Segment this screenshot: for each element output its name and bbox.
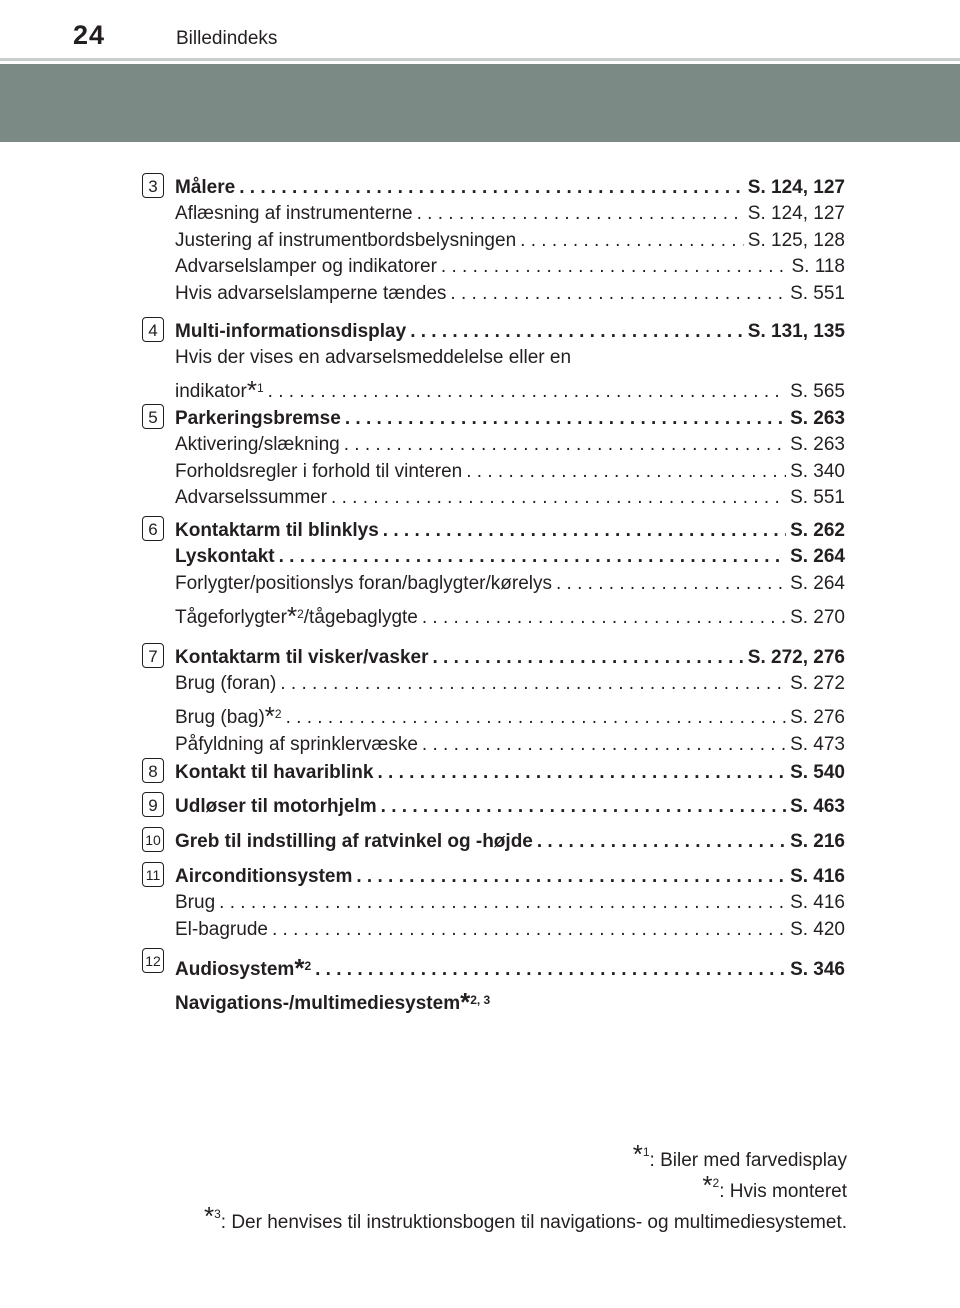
index-entry[interactable] <box>175 669 845 696</box>
running-title: Billedindeks <box>176 28 278 49</box>
index-entry[interactable] <box>175 225 845 252</box>
index-entry[interactable] <box>175 826 845 853</box>
asterisk-mark: *$^2$ <box>294 953 312 983</box>
entry-label: Lyskontakt <box>175 546 275 567</box>
leader-dots <box>520 230 744 252</box>
item-number-badge: 7 <box>142 643 164 668</box>
entry-label: indikator*$^1$ <box>175 375 264 405</box>
page-reference[interactable]: S. 270 <box>790 606 845 628</box>
entry-label: El-bagrude <box>175 918 268 940</box>
page-reference[interactable]: S. 551 <box>790 282 845 304</box>
footnote: *$^1$: Biler med farvedisplay <box>632 1139 847 1171</box>
index-entry[interactable] <box>175 515 845 542</box>
leader-dots <box>239 177 744 199</box>
item-number-badge: 3 <box>142 173 164 198</box>
leader-dots <box>219 892 786 914</box>
page-reference[interactable]: S. 124, 127 <box>747 176 845 198</box>
page-reference[interactable]: S. 125, 128 <box>747 229 845 251</box>
page-reference[interactable]: S. 551 <box>790 487 845 508</box>
index-group <box>142 642 845 756</box>
leader-dots <box>377 762 786 784</box>
page-reference[interactable]: S. 263 <box>790 434 845 455</box>
index-group <box>142 791 845 818</box>
page-reference[interactable]: S. 416 <box>790 892 845 913</box>
page-reference[interactable]: S. 463 <box>790 795 845 817</box>
footnotes <box>203 1139 847 1238</box>
footnote-ref: 2 <box>297 606 304 621</box>
index-entry[interactable] <box>175 861 845 888</box>
leader-dots <box>381 796 786 818</box>
entry-label: Aktivering/slækning <box>175 434 340 455</box>
page-reference[interactable]: S. 272, 276 <box>747 646 845 668</box>
entry-label: Parkeringsbremse <box>175 407 341 429</box>
entry-label: Navigations-/multimediesystem*$^{2, 3}$ <box>175 987 491 1017</box>
index-entry[interactable] <box>175 888 845 915</box>
index-entry[interactable] <box>175 542 845 569</box>
item-number-badge: 5 <box>142 404 164 429</box>
footnote-number: 2 <box>712 1176 720 1190</box>
page-reference[interactable]: S. 216 <box>790 830 845 852</box>
item-number-badge: 6 <box>142 516 164 541</box>
index-entry[interactable] <box>175 403 845 430</box>
leader-dots <box>422 607 786 629</box>
item-number-badge: 4 <box>142 317 164 342</box>
leader-dots <box>268 381 786 403</box>
leader-dots <box>344 434 786 456</box>
page-reference[interactable]: S. 340 <box>790 460 845 482</box>
leader-dots <box>280 673 786 695</box>
entry-label: Justering af instrumentbordsbelysningen <box>175 229 517 251</box>
item-number-badge: 10 <box>142 827 164 852</box>
leader-dots <box>417 203 744 225</box>
entry-label: Advarselssummer <box>175 487 328 508</box>
entry-label: Brug (bag)*$^2$ <box>175 701 282 731</box>
leader-dots <box>466 461 786 483</box>
footnote-number: 1 <box>642 1145 650 1159</box>
leader-dots <box>345 408 786 430</box>
page-reference[interactable]: S. 416 <box>790 865 845 887</box>
page-reference[interactable]: S. 346 <box>790 959 845 980</box>
index-entry[interactable] <box>175 343 845 370</box>
leader-dots <box>356 866 786 888</box>
page-reference[interactable]: S. 263 <box>790 407 845 429</box>
leader-dots <box>315 959 786 981</box>
index-entry[interactable] <box>175 595 845 629</box>
item-number-badge: 9 <box>142 792 164 817</box>
item-number-badge: 8 <box>142 758 164 783</box>
index-group <box>142 826 845 853</box>
entry-label: Brug <box>175 892 216 913</box>
index-entry[interactable] <box>175 456 845 483</box>
page-reference[interactable]: S. 540 <box>790 761 845 783</box>
leader-dots <box>556 573 786 595</box>
index-entry[interactable] <box>175 568 845 595</box>
entry-label: Forholdsregler i forhold til vinteren <box>175 460 463 482</box>
footnote-ref: 2, 3 <box>470 993 491 1007</box>
index-group <box>142 757 845 784</box>
page-reference[interactable]: S. 276 <box>790 707 845 728</box>
index-group <box>142 861 845 941</box>
page-reference[interactable]: S. 131, 135 <box>747 320 845 342</box>
entry-label: Hvis advarselslamperne tændes <box>175 282 447 304</box>
asterisk-mark: *$^1$ <box>246 375 264 405</box>
index-entry[interactable] <box>175 757 845 784</box>
footnote-ref: 2 <box>274 707 282 721</box>
entry-label: Brug (foran) <box>175 673 277 694</box>
leader-dots <box>331 487 786 509</box>
index-group <box>142 316 845 403</box>
index-entry[interactable] <box>175 729 845 756</box>
entry-label: Udløser til motorhjelm <box>175 795 377 817</box>
leader-dots <box>272 919 786 941</box>
leader-dots <box>422 734 786 756</box>
footnote-number: 3 <box>214 1207 221 1221</box>
entry-label: Påfyldning af sprinklervæske <box>175 733 418 755</box>
leader-dots <box>441 256 788 278</box>
index-group <box>142 403 845 509</box>
header-divider <box>0 58 960 61</box>
footnote-ref: 1 <box>256 381 264 395</box>
index-group <box>142 172 845 305</box>
asterisk-mark: *$^2$ <box>264 701 282 731</box>
asterisk-mark: *$^{2, 3}$ <box>460 987 491 1017</box>
index-entry[interactable] <box>175 278 845 305</box>
leader-dots <box>537 831 786 853</box>
page-reference[interactable]: S. 272 <box>790 673 845 694</box>
asterisk-mark: *$^2$ <box>286 600 304 631</box>
page-reference[interactable]: S. 473 <box>790 733 845 755</box>
index-entry[interactable] <box>175 369 845 403</box>
index-entry[interactable] <box>175 172 845 199</box>
entry-label: Greb til indstilling af ratvinkel og -højde <box>175 830 533 852</box>
entry-label: Audiosystem*$^2$ <box>175 953 312 983</box>
footnote: *$^2$: Hvis monteret <box>702 1170 847 1202</box>
entry-label: Hvis der vises en advarselsmeddelelse eller en <box>175 347 572 368</box>
index-group <box>142 515 845 629</box>
leader-dots <box>383 520 786 542</box>
leader-dots <box>279 546 786 568</box>
index-entry[interactable] <box>175 695 845 729</box>
leader-dots <box>432 647 743 669</box>
entry-label: Kontakt til havariblink <box>175 761 374 783</box>
entry-label: Tågeforlygter*$^2$/tågebaglygte <box>175 600 418 631</box>
index-entry[interactable] <box>175 914 845 941</box>
asterisk-mark: *$^1$ <box>632 1139 650 1169</box>
index-entry[interactable] <box>175 947 845 981</box>
page-reference[interactable]: S. 124, 127 <box>747 203 845 224</box>
page-reference[interactable]: S. 565 <box>790 381 845 402</box>
index-group <box>142 947 845 1015</box>
index-entry[interactable] <box>175 430 845 457</box>
page-header <box>0 0 960 60</box>
index-entry[interactable] <box>175 316 845 343</box>
index-entry[interactable] <box>175 981 845 1015</box>
footnote: *$^3$: Der henvises til instruktionsbogen til navigations- og multimediesystemet. <box>203 1201 847 1233</box>
index-entry[interactable] <box>175 483 845 510</box>
header-banner <box>0 64 960 142</box>
page-reference[interactable]: S. 264 <box>790 546 845 567</box>
leader-dots <box>450 283 786 305</box>
page-number: 24 <box>73 20 106 50</box>
entry-label: Multi-informationsdisplay <box>175 320 407 342</box>
leader-dots <box>410 321 744 343</box>
entry-label: Forlygter/positionslys foran/baglygter/kørelys <box>175 572 552 594</box>
index-entry[interactable] <box>175 642 845 669</box>
entry-label: Målere <box>175 176 236 198</box>
index-entry[interactable] <box>175 252 845 279</box>
page-reference[interactable]: S. 420 <box>790 918 845 940</box>
asterisk-mark: *$^3$ <box>203 1201 221 1231</box>
entry-label: Airconditionsystem <box>175 865 353 887</box>
index-entry[interactable] <box>175 791 845 818</box>
item-number-badge: 12 <box>142 948 164 973</box>
entry-label: Aflæsning af instrumenterne <box>175 203 413 224</box>
leader-dots <box>286 707 786 729</box>
item-number-badge: 11 <box>142 862 164 887</box>
index-entry[interactable] <box>175 199 845 226</box>
footnote-ref: 2 <box>304 959 312 973</box>
entry-label: Kontaktarm til visker/vasker <box>175 646 429 668</box>
page-reference[interactable]: S. 264 <box>790 572 845 594</box>
page-reference[interactable]: S. 118 <box>791 256 845 277</box>
asterisk-mark: *$^2$ <box>702 1170 720 1200</box>
entry-label: Advarselslamper og indikatorer <box>175 256 437 277</box>
entry-label: Kontaktarm til blinklys <box>175 519 379 541</box>
page-reference[interactable]: S. 262 <box>790 519 845 541</box>
